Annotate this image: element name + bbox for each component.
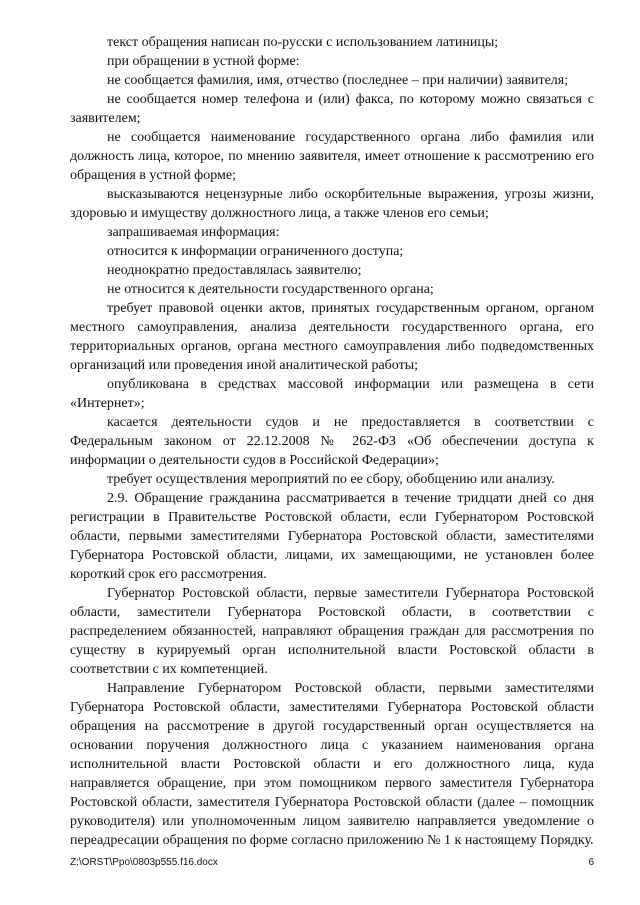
page-number: 6 [588,857,594,868]
footer-file-path: Z:\ORST\Ppo\0803p555.f16.docx [70,857,218,868]
paragraph-governor-directs: Губернатор Ростовской области, первые заместители Губернатора Ростовской области, заместители Губернатора Ростовской области, в соответствии с распределением обязанностей, направляют обращения граждан для рассмотрения по существу в курируемый орган исполнительной власти Ростовской области в соответствии с их компетенцией. [70,586,594,677]
paragraph-requested-info: запрашиваемая информация: [107,225,280,240]
paragraph-latin-text: текст обращения написан по-русски с использованием латиницы; [107,35,499,50]
paragraph-2-9: 2.9. Обращение гражданина рассматривается в течение тридцати дней со дня регистрации в Правительстве Ростовской области, если Губернатором Ростовской области, первыми заместителями Губернатора Ростовской области, заместителями Губернатора Ростовской области, лицами, их замещающими, не установлен более короткий срок его рассмотрения. [70,491,594,582]
paragraph-legal-assessment: требует правовой оценки актов, принятых государственным органом, органом местного самоуправления, анализа деятельности государственного органа, его территориальных органов, органа местного самоуправления либо подведомственных организаций или проведения иной аналитической работы; [70,301,594,373]
paragraph-courts: касается деятельности судов и не предоставляется в соответствии с Федеральным законом от 22.12.2008 № 262-ФЗ «Об обеспечении доступа к информации о деятельности судов в Российской Федерации»; [70,415,594,468]
paragraph-oral-form: при обращении в устной форме: [107,54,300,69]
document-body [70,33,594,850]
paragraph-not-related: не относится к деятельности государственного органа; [107,282,434,297]
paragraph-obscene: высказываются нецензурные либо оскорбительные выражения, угрозы жизни, здоровью и имуществу должностного лица, а также членов его семьи; [70,187,594,221]
paragraph-no-name: не сообщается фамилия, имя, отчество (последнее – при наличии) заявителя; [107,73,569,88]
paragraph-referral: Направление Губернатором Ростовской области, первыми заместителями Губернатора Ростовской области, заместителями Губернатора Ростовской области обращения на рассмотрение в другой государственный орган осуществляется на основании поручения должностного лица с указанием наименования органа исполнительной власти Ростовской области и его должностного лица, куда направляется обращение, при этом помощником первого заместителя Губернатора Ростовской области, заместителя Губернатора Ростовской области (далее – помощник руководителя) или уполномоченным лицом заявителю направляется уведомление о переадресации обращения по форме согласно приложению № 1 к настоящему Порядку. [70,681,594,848]
paragraph-no-authority: не сообщается наименование государственного органа либо фамилия или должность лица, которое, по мнению заявителя, имеет отношение к рассмотрению его обращения в устной форме; [70,130,594,183]
paragraph-published: опубликована в средствах массовой информации или размещена в сети «Интернет»; [70,377,594,411]
paragraph-no-phone: не сообщается номер телефона и (или) факса, по которому можно связаться с заявителем; [70,92,594,126]
paragraph-repeatedly-provided: неоднократно предоставлялась заявителю; [107,263,362,278]
paragraph-restricted: относится к информации ограниченного доступа; [107,244,404,259]
paragraph-collection: требует осуществления мероприятий по ее сбору, обобщению или анализу. [107,472,555,487]
